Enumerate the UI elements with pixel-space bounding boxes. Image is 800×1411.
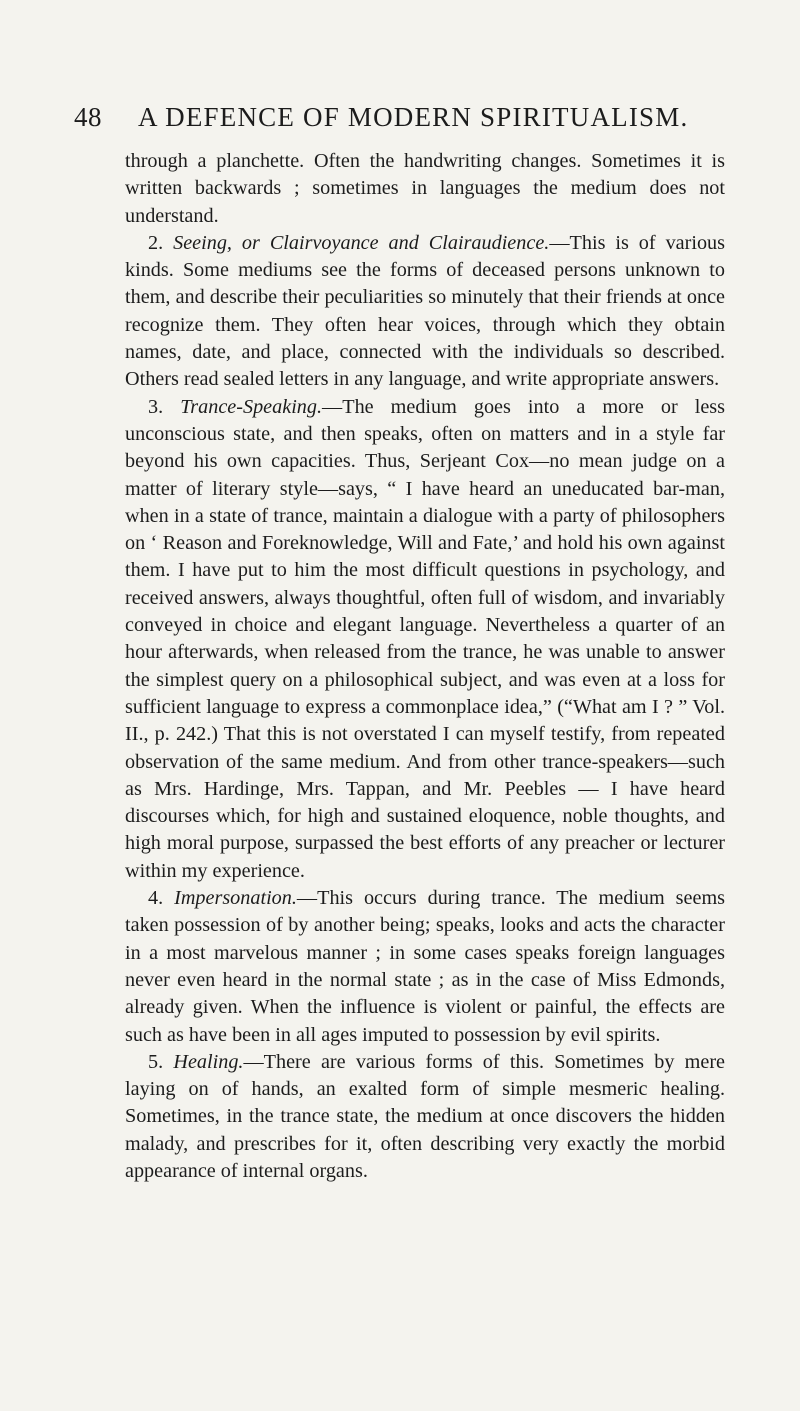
section-title: Impersonation. bbox=[174, 887, 297, 910]
item-number: 3. bbox=[148, 395, 181, 418]
page-header bbox=[74, 102, 730, 142]
section-title: Seeing, or Clairvoyance and Clairaudience. bbox=[173, 231, 550, 254]
paragraph-seeing bbox=[125, 230, 725, 394]
page-number: 48 bbox=[74, 102, 102, 132]
paragraph-text: —This occurs during trance. The medium seems taken possession of by another being; speaks, looks and acts the character in a most marvelous manner ; in some cases speaks foreign languages never even heard in the normal state ; as in the case of Miss Edmonds, already given. When the influence is violent or painful, the effects are such as have been in all ages imputed to possession by evil spirits. bbox=[125, 887, 726, 1046]
item-number: 5. bbox=[148, 1050, 174, 1073]
paragraph-healing bbox=[125, 1049, 725, 1185]
paragraph-trance-speaking bbox=[125, 394, 725, 885]
running-title: A DEFENCE OF MODERN SPIRITUALISM. bbox=[138, 102, 689, 132]
paragraph-text: —The medium goes into a more or less unconscious state, and then speaks, often on matters and in a style far beyond his own capacities. Thus, Serjeant Cox—no mean judge on a matter of literary style—says, “ I have heard an uneducated bar-man, when in a state of trance, maintain a dialogue with a party of philosophers on ‘ Reason and Foreknowledge, Will and Fate,’ and hold his own against them. I have put to him the most difficult questions in psychology, and received answers, always thoughtful, often full of wisdom, and invariably conveyed in choice and elegant language. Nevertheless a quarter of an hour afterwards, when released from the trance, he was unable to answer the simplest query on a philosophical subject, and was even at a loss for sufficient language to express a commonplace idea,” (“What am I ? ” Vol. II., p. 242.) That this is not overstated I can myself testify, from repeated observation of the same medium. And from other trance-speakers—such as Mrs. Hardinge, Mrs. Tappan, and Mr. Peebles — I have heard discourses which, for high and sustained eloquence, noble thoughts, and high moral purpose, surpassed the best efforts of any preacher or lecturer within my experience. bbox=[125, 395, 726, 882]
item-number: 2. bbox=[148, 231, 174, 254]
paragraph-text: —This is of various kinds. Some mediums see the forms of deceased persons unknown to them, and describe their peculiarities so minutely that their friends at once recognize them. They often hear voices, through which they obtain names, date, and place, connected with the individuals so described. Others read sealed letters in any language, and write appropriate answers. bbox=[125, 231, 726, 391]
paragraph-text: through a planchette. Often the handwriting changes. Sometimes it is written backwards ; sometimes in languages the medium does not understand. bbox=[125, 150, 725, 227]
paragraph-continuation bbox=[125, 148, 725, 230]
paragraph-text: —There are various forms of this. Sometimes by mere laying on of hands, an exalted form of simple mesmeric healing. Sometimes, in the trance state, the medium at once discovers the hidden malady, and prescribes for it, often describing very exactly the morbid appearance of internal organs. bbox=[125, 1050, 725, 1182]
section-title: Trance-Speaking. bbox=[180, 395, 323, 418]
section-title: Healing. bbox=[173, 1050, 244, 1073]
body-text bbox=[125, 148, 725, 1185]
paragraph-impersonation bbox=[125, 885, 725, 1049]
item-number: 4. bbox=[148, 887, 175, 910]
